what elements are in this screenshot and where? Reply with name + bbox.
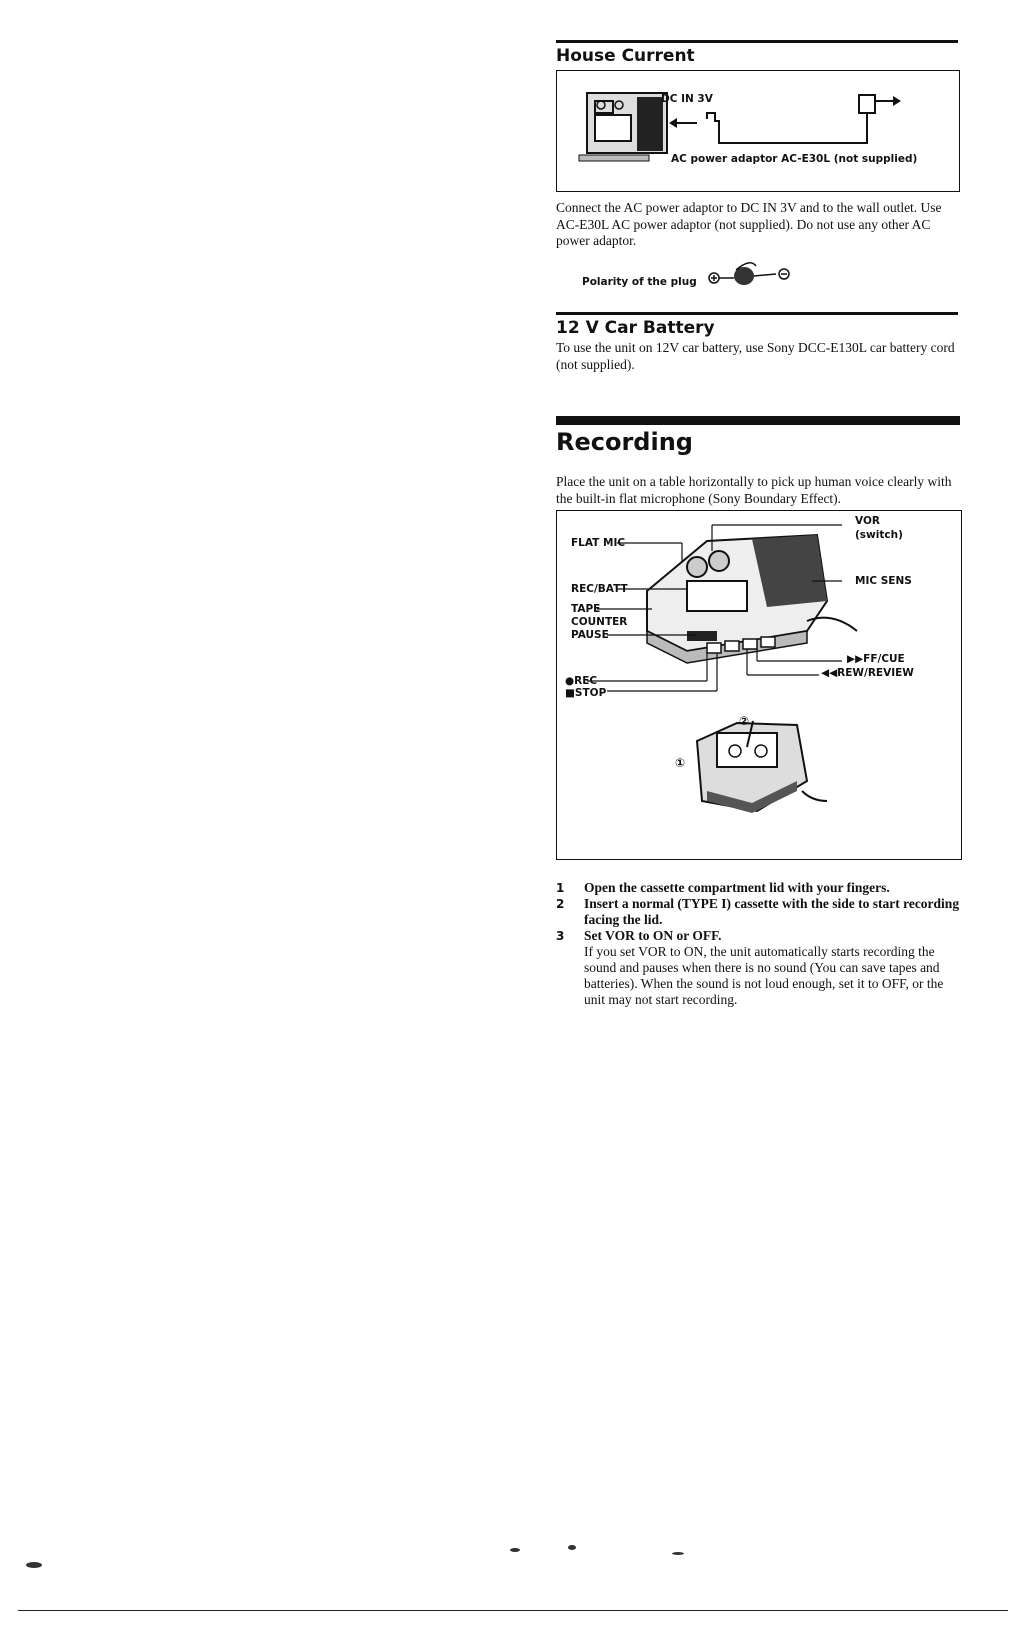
scan-speck [568,1545,576,1550]
adaptor-illustration [557,71,959,191]
recording-steps [556,880,960,1008]
callout-2: ② [739,714,750,728]
house-current-diagram [556,70,960,192]
car-battery-text: To use the unit on 12V car battery, use Sony DCC-E130L car battery cord (not supplied). [556,340,955,372]
adaptor-label: AC power adaptor AC-E30L (not supplied) [671,153,918,165]
rec-label: ●REC [565,675,598,687]
ff-cue-label: ▶▶FF/CUE [847,653,905,665]
step-number: 1 [556,881,565,895]
counter-label: COUNTER [571,616,628,628]
page-bottom-rule [18,1610,1008,1611]
scan-speck [510,1548,520,1552]
dc-in-label: DC IN 3V [661,93,713,105]
mic-sens-label: MIC SENS [855,575,912,587]
polarity-label: Polarity of the plug [582,276,697,288]
pause-label: PAUSE [571,629,609,641]
polarity-plug-icon [706,256,798,292]
stop-label: ■STOP [565,687,607,699]
recording-intro: Place the unit on a table horizontally to pick up human voice clearly with the built-in flat microphone (Sony Boundary Effect). [556,474,952,506]
step-number: 2 [556,897,565,911]
step-title: Insert a normal (TYPE I) cassette with the side to start recording facing the lid. [584,896,960,927]
house-current-text: Connect the AC power adaptor to DC IN 3V and to the wall outlet. Use AC-E30L AC power adaptor (not supplied). Do not use any other AC power adaptor. [556,200,942,248]
car-battery-heading: 12 V Car Battery [556,318,715,338]
section-rule [556,40,958,43]
vor-label: VOR [855,515,880,527]
scan-speck [26,1562,42,1568]
recording-heading: Recording [556,428,693,456]
house-current-heading: House Current [556,46,695,66]
vor-switch-label: (switch) [855,529,903,541]
step-title: Open the cassette compartment lid with your fingers. [584,880,890,895]
section-rule [556,312,958,315]
rec-batt-label: REC/BATT [571,583,628,595]
flat-mic-label: FLAT MIC [571,537,626,549]
step-number: 3 [556,929,565,943]
recording-diagram [556,510,962,860]
scan-speck [672,1552,684,1555]
step-item [556,896,960,928]
callout-1: ① [675,756,686,770]
step-description: If you set VOR to ON, the unit automatically starts recording the sound and pauses when there is no sound (You can save tapes and batteries). When the sound is not loud enough, set it to OFF, or the unit may not start recording. [584,944,944,1007]
recorder-controls-illustration [557,511,961,859]
chapter-rule [556,416,960,425]
tape-label: TAPE [571,603,601,615]
step-title: Set VOR to ON or OFF. [584,928,722,943]
rew-review-label: ◀◀REW/REVIEW [821,667,914,679]
step-item [556,880,960,896]
step-item [556,928,960,1008]
